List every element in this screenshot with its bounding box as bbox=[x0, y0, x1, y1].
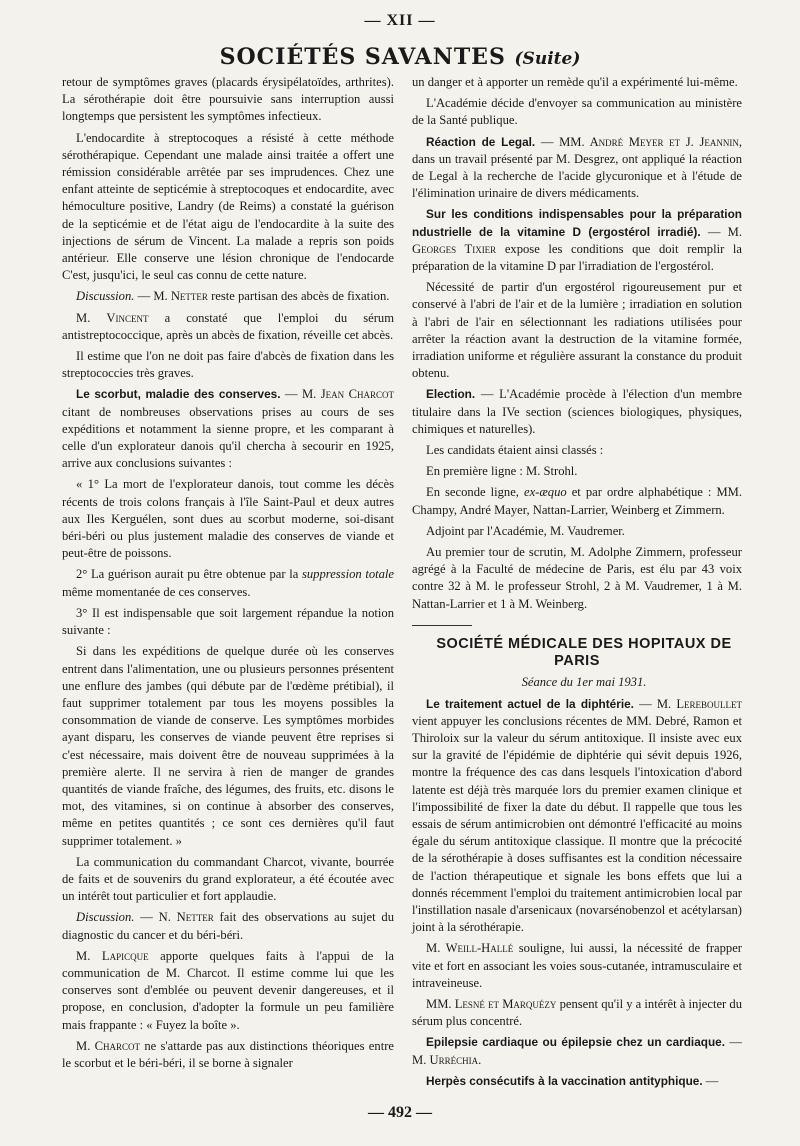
paragraph bbox=[412, 996, 742, 1030]
paragraph: M. Vincent a constaté que l'emploi du sérum antistreptococcique, après un abcès de fixation, réveille cet abcès. bbox=[62, 310, 394, 342]
author-name: Vincent bbox=[106, 310, 149, 325]
author-name: M. Georges Tixier bbox=[412, 224, 742, 256]
text: vient appuyer les conclusions récentes de MM. Debré, Ramon et Thiroloix sur la valeur du sérum antitoxique. Il insiste avec eux sur la gravité de l'épidémie de diphtérie qui sévit depuis 1926, montre la fréquence des cas dans lesquels l'intoxication d'abord latente est déjà très marquée lors du premier examen clinique et l'impossibilité de fixer la date du début. Il rappelle que tous les essais de sérum antimicrobien ont démontré l'efficacité au moins égale du sérum antitoxique classique. Il montre que la précocité de la sérothérapie à doses suffisantes est la condition nécessaire de l'action thérapeutique et signale les bons effets que lui a donnés récemment l'emploi du traitement antimicrobien local par l'instillation nasale d'arsenicaux (novarsénobenzol et acétylarsan) joint à la sérothérapie. bbox=[412, 713, 742, 935]
emphasis: ex-æquo bbox=[524, 485, 567, 500]
label: Discussion. bbox=[76, 910, 135, 925]
text: et par ordre alphabétique : MM. Champy, André Mayer, Nattan-Larrier, Weinberg et Zimmern. bbox=[412, 485, 743, 517]
left-column bbox=[62, 74, 394, 1076]
paragraph bbox=[62, 1038, 394, 1072]
text: citant de nombreuses observations prises au cours de ses expéditions et notamment la sienne propre, et les comparant à celle d'un explorateur danois qu'il chercha à secourir en 1925, arrive aux conclusions suivantes : bbox=[62, 404, 394, 471]
text: pensent qu'il y a intérêt à injecter du sérum plus concentré. bbox=[412, 996, 743, 1029]
paragraph: La communication du commandant Charcot, vivante, bourrée de faits et de souvenirs du grand explorateur, a été écoutée avec un intérêt tout particulier et fort applaudie. bbox=[62, 854, 394, 904]
text: ne s'attarde pas aux distinctions théoriques entre le scorbut et le béri-béri, il se borne à signaler bbox=[62, 1038, 394, 1070]
discussion-paragraph: Discussion. — N. Netter fait des observations au sujet du diagnostic du cancer et du béri-béri. bbox=[62, 910, 394, 942]
paragraph bbox=[62, 566, 394, 600]
topic-heading: Le scorbut, maladie des conserves. bbox=[76, 387, 281, 402]
topic-paragraph: Herpès consécutifs à la vaccination antityphique. — bbox=[426, 1073, 719, 1088]
topic-heading: Sur les conditions indispensables pour la préparation ndustrielle de la vitamine D (ergostérol irradié). bbox=[412, 207, 742, 239]
text: , dans un travail présenté par M. Desgrez, ont appliqué la réaction de Legal à la recherche de l'acide glycuronique et à l'étude de l'élimination urinaire de divers médicaments. bbox=[412, 134, 743, 201]
author-name: M. Lapicque bbox=[76, 948, 149, 963]
running-head-title: SOCIÉTÉS SAVANTES bbox=[219, 44, 506, 70]
topic-paragraph: Sur les conditions indispensables pour la préparation ndustrielle de la vitamine D (ergostérol irradié). — M. Georges Tixier expose les conditions que doit remplir la préparation de la vitamine D par l'irradiation de l'ergostérol. bbox=[412, 207, 742, 274]
topic-heading: Réaction de Legal. bbox=[426, 134, 536, 149]
section-title: SOCIÉTÉ MÉDICALE DES HOPITAUX DE PARIS bbox=[436, 635, 732, 670]
paragraph: un danger et à apporter un remède qu'il a expérimenté lui-même. bbox=[412, 75, 738, 89]
paragraph bbox=[412, 940, 742, 992]
paragraph: retour de symptômes graves (placards érysipélatoïdes, arthrites). La sérothérapie doit être poursuivie sans interruption aussi longtemps que persistent les symptômes infectieux. bbox=[62, 75, 394, 124]
paragraph bbox=[62, 948, 394, 1034]
paragraph: L'Académie décide d'envoyer sa communication au ministère de la Santé publique. bbox=[412, 96, 742, 128]
paragraph: L'endocardite à streptocoques a résisté à cette méthode sérothérapique. Cependant une malade ainsi traitée a offert une rémission considérable arrêtée par ses imprudences. Chez une enfant atteinte de septicémie à streptocoques et endocardite, avec hémoculture positive, Landry (de Reims) a constaté la guérison de la septicémie et de l'état aigu de l'endocardite à la suite des injections de sérum de Vincent. La malade a repris son poids antérieur. Elle conserve une lésion chronique de l'endocarde C'est, jusqu'ici, le seul cas connu de cette nature. bbox=[62, 130, 394, 283]
paragraph: Il estime que l'on ne doit pas faire d'abcès de fixation dans les streptococcies très graves. bbox=[62, 349, 394, 381]
paragraph: En première ligne : M. Strohl. bbox=[426, 464, 578, 479]
topic-heading: Herpès consécutifs à la vaccination antityphique. bbox=[426, 1073, 703, 1088]
text: En seconde ligne, bbox=[426, 485, 519, 500]
author-name: Jean Charcot bbox=[320, 387, 394, 402]
text: L'Académie procède à l'élection d'un membre titulaire dans la IVe section (sciences biologiques, physiques, chimiques et naturelles). bbox=[412, 387, 743, 436]
topic-paragraph: Réaction de Legal. — MM. André Meyer et J. Jeannin, dans un travail présenté par M. Desgrez, ont appliqué la réaction de Legal à la recherche de l'acide glycuronique et à l'étude de l'élimination urinaire de divers médicaments. bbox=[412, 134, 743, 201]
paragraph: Les candidats étaient ainsi classés : bbox=[426, 443, 604, 458]
label: Discussion. bbox=[76, 289, 135, 304]
author-name: MM. André Meyer et J. Jeannin bbox=[559, 134, 739, 149]
text: reste partisan des abcès de fixation. bbox=[211, 289, 390, 304]
paragraph: Nécessité de partir d'un ergostérol rigoureusement pur et conservé à l'abri de l'air et de la lumière ; irradiation en solution à l'abri de l'air en sélectionnant les radiations utilisées pour arrêter la réaction avant la destruction de la vitamine formée, irradiation uniforme et régulière assurant la constance du produit obtenu. bbox=[412, 280, 742, 381]
paragraph: « 1° La mort de l'explorateur danois, tout comme les décès récents de trois colons français à l'île Saint-Paul et deux autres aux Iles Kerguélen, sont dues au scorbut moderne, soi-disant béri-béri ou plus justement maladie des conserves de viande et peut-être de poissons. bbox=[62, 477, 394, 561]
running-head bbox=[0, 44, 800, 70]
topic-heading: Election. bbox=[426, 387, 476, 402]
topic-heading: Epilepsie cardiaque ou épilepsie chez un cardiaque. bbox=[426, 1035, 726, 1050]
page-number: — 492 — bbox=[368, 1104, 432, 1121]
topic-paragraph: Epilepsie cardiaque ou épilepsie chez un cardiaque. — M. Urréchia. bbox=[412, 1035, 742, 1067]
right-column bbox=[412, 74, 742, 1094]
section-date: Séance du 1er mai 1931. bbox=[521, 675, 647, 690]
section-divider bbox=[412, 625, 472, 626]
author-name: M. Lereboullet bbox=[656, 696, 742, 711]
text: expose les conditions que doit remplir la préparation de la vitamine D par l'irradiation de l'ergostérol. bbox=[412, 241, 742, 274]
topic-paragraph: Le traitement actuel de la diphtérie. — M. Lereboullet vient appuyer les conclusions récentes de MM. Debré, Ramon et Thiroloix sur la valeur du sérum antitoxique. Il insiste avec eux sur la gravité de l'épidémie de diphtérie qui sévit depuis 1926, montre la fréquence des cas dans lesquels l'intoxication d'abord latente est déjà très marquée lors du premier examen clinique et l'impossibilité de fixer la date du début. Il rappelle que tous les essais de sérum antimicrobien ont démontré l'efficacité au moins égale du sérum antitoxique classique. Il montre que la précocité de la sérothérapie à doses suffisantes est la condition nécessaire de l'action thérapeutique et signale les bons effets que lui a donnés récemment l'emploi du traitement antimicrobien local par l'instillation nasale d'arsenicaux (novarsénobenzol et acétylarsan) joint à la sérothérapie. bbox=[412, 696, 742, 935]
text: même momentanée de ces conserves. bbox=[62, 584, 251, 599]
text: souligne, lui aussi, la nécessité de frapper vite et fort en associant les voies sous-cutanée, intramusculaire et intraveineuse. bbox=[412, 941, 742, 990]
author-name: M. Weill-Hallé bbox=[426, 941, 514, 956]
topic-paragraph: Election. — L'Académie procède à l'élection d'un membre titulaire dans la IVe section (sciences biologiques, physiques, chimiques et naturelles). bbox=[412, 387, 743, 436]
topic-paragraph: Le scorbut, maladie des conserves. — M. Jean Charcot citant de nombreuses observations prises au cours de ses expéditions et notamment la sienne propre, et les comparant à celle d'un explorateur danois qu'il chercha à secourir en 1925, arrive aux conclusions suivantes : bbox=[62, 387, 394, 471]
author-name: M. Urréchia. bbox=[412, 1052, 482, 1067]
discussion-paragraph: Discussion. — M. Netter reste partisan des abcès de fixation. bbox=[76, 289, 390, 304]
paragraph bbox=[412, 484, 742, 518]
author-name: N. Netter bbox=[158, 910, 214, 925]
text: apporte quelques faits à l'appui de la communication de M. Charcot. Il estime comme lui que les conserves sont d'emblée ou peuvent devenir dangereuses, et il propose, en conclusion, d'adopter la formule un peu familière mais frappante : « Fuyez la boîte ». bbox=[62, 948, 394, 1032]
author-name: M. Charcot bbox=[76, 1038, 141, 1053]
page-roman-numeral: — XII — bbox=[364, 12, 436, 29]
running-head-suffix: (Suite) bbox=[514, 49, 581, 69]
paragraph: Au premier tour de scrutin, M. Adolphe Zimmern, professeur agrégé à la Faculté de médecine de Paris, est élu par 43 voix contre 32 à M. le professeur Strohl, 2 à M. Vaudremer, 1 à M. Nattan-Larrier et 1 à M. Weinberg. bbox=[412, 545, 742, 611]
author-name: Netter bbox=[170, 289, 208, 304]
author-name: MM. Lesné et Marquézy bbox=[426, 996, 557, 1011]
paragraph: Adjoint par l'Académie, M. Vaudremer. bbox=[426, 523, 625, 538]
text: a constaté que l'emploi du sérum antistreptococcique, après un abcès de fixation, réveille cet abcès. bbox=[62, 310, 394, 342]
text: fait des observations au sujet du diagnostic du cancer et du béri-béri. bbox=[62, 910, 394, 942]
text: 2° La guérison aurait pu être obtenue par la bbox=[76, 567, 299, 582]
topic-heading: Le traitement actuel de la diphtérie. bbox=[426, 696, 634, 711]
paragraph: 3° Il est indispensable que soit largement répandue la notion suivante : bbox=[62, 605, 394, 638]
emphasis: suppression totale bbox=[301, 567, 395, 582]
paragraph: Si dans les expéditions de quelque durée où les conserves entrent dans l'alimentation, une ou plusieurs personnes présentent une enflure des jambes (qui débute par de l'œdème prétibial), il faut supprimer totalement par tous les moyens possibles la consommation de viande de conserve. Les symptômes morbides ayant disparu, les conserves de viande peuvent être reprises si c'est nécessaire, mais doivent être de nouveau supprimées à la première alerte. Il ne servira à rien de manger de grandes quantités de viande fraîche, des légumes, des fruits, etc. disons le mot, des vitamines, si on continue à absorber des conserves, même en petites quantités ; ce sont ces dernières qu'il faut supprimer totalement. » bbox=[62, 644, 394, 848]
